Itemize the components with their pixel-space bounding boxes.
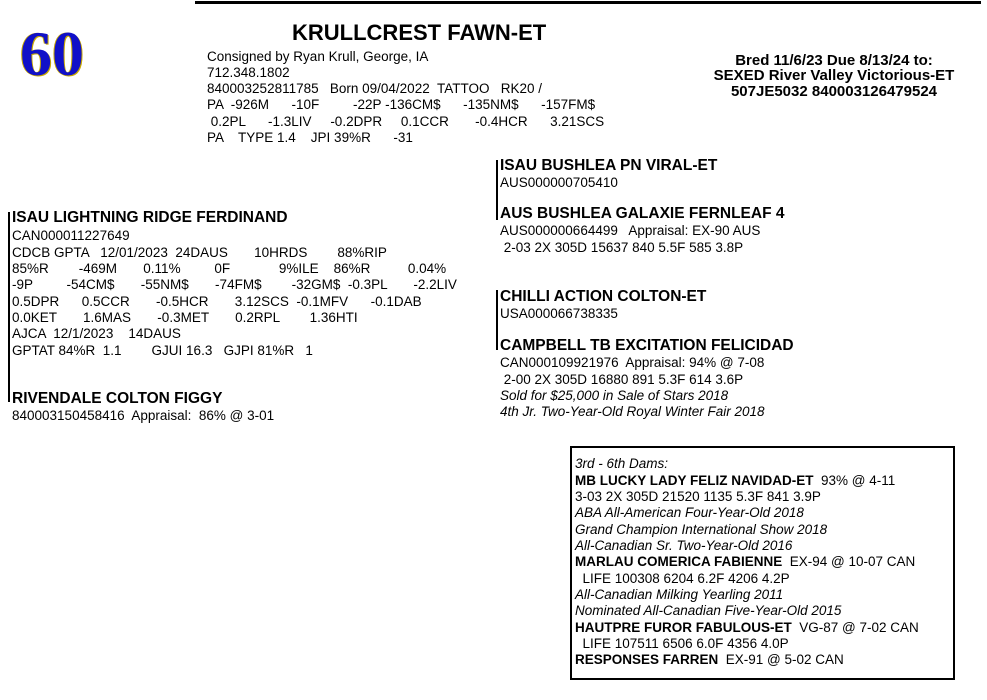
dam5-line [575,620,919,637]
dam5-record: LIFE 107511 6506 6.0F 4356 4.0P [575,636,789,651]
phone: 712.348.1802 [207,65,290,80]
sire-sire-name: ISAU BUSHLEA PN VIRAL-ET [500,157,718,174]
lot-number: 60 [20,18,84,89]
sire-line-5: 0.0KET 1.6MAS -0.3MET 0.2RPL 1.36HTI [12,310,358,325]
dam3-note-1: ABA All-American Four-Year-Old 2018 [575,505,804,520]
dam-sire-name: CHILLI ACTION COLTON-ET [500,288,707,305]
sire-dam-name: AUS BUSHLEA GALAXIE FERNLEAF 4 [500,205,785,222]
dam4-note-2: Nominated All-Canadian Five-Year-Old 2015 [575,603,842,618]
pedigree-bracket-dam [496,290,498,350]
dam6-name: RESPONSES FARREN [575,652,719,667]
pedigree-bracket-sire [496,160,498,220]
dam-reg: 840003150458416 Appraisal: 86% @ 3-01 [12,408,275,423]
dam5-name: HAUTPRE FUROR FABULOUS-ET [575,620,792,635]
pedigree-bracket-main [8,212,10,402]
dam-dam-note-1: Sold for $25,000 in Sale of Stars 2018 [500,388,729,403]
sire-line-3: -9P -54CM$ -55NM$ -74FM$ -32GM$ -0.3PL -2.2LIV [12,277,457,292]
dam-dam-record: 2-00 2X 305D 16880 891 5.3F 614 3.6P [500,372,744,387]
dam3-name: MB LUCKY LADY FELIZ NAVIDAD-ET [575,473,814,488]
dam6-score: EX-91 @ 5-02 CAN [718,652,844,667]
dams-heading: 3rd - 6th Dams: [575,456,669,471]
pa-line-2: 0.2PL -1.3LIV -0.2DPR 0.1CCR -0.4HCR 3.21SCS [207,114,605,129]
sire-line-7: GPTAT 84%R 1.1 GJUI 16.3 GJPI 81%R 1 [12,343,313,358]
dam-sire-reg: USA000066738335 [500,306,618,321]
id-line: 840003252811785 Born 09/04/2022 TATTOO RK20 / [207,81,542,96]
dam4-line [575,554,915,571]
dam6-line [575,652,844,669]
sire-sire-reg: AUS000000705410 [500,175,618,190]
dam5-score: VG-87 @ 7-02 CAN [791,620,919,635]
dam3-score: 93% @ 4-11 [813,473,896,488]
sire-name: ISAU LIGHTNING RIDGE FERDINAND [12,209,288,226]
sire-line-0: CAN000011227649 [12,228,130,243]
dam3-record: 3-03 2X 305D 21520 1135 5.3F 841 3.9P [575,489,821,504]
sire-line-4: 0.5DPR 0.5CCR -0.5HCR 3.12SCS -0.1MFV -0.1DAB [12,294,422,309]
sire-dam-reg: AUS000000664499 Appraisal: EX-90 AUS [500,223,761,238]
top-rule [195,1,981,4]
dam-name: RIVENDALE COLTON FIGGY [12,390,223,407]
bred-line-1: Bred 11/6/23 Due 8/13/24 to: [735,52,933,69]
dam-dam-reg: CAN000109921976 Appraisal: 94% @ 7-08 [500,355,765,370]
sire-line-1: CDCB GPTA 12/01/2023 24DAUS 10HRDS 88%RIP [12,245,387,260]
animal-title: KRULLCREST FAWN-ET [292,20,547,45]
dam4-record: LIFE 100308 6204 6.2F 4206 4.2P [575,571,790,586]
dam3-line [575,473,895,490]
dam3-note-3: All-Canadian Sr. Two-Year-Old 2016 [575,538,793,553]
bred-line-3: 507JE5032 840003126479524 [730,83,938,100]
dam4-note-1: All-Canadian Milking Yearling 2011 [575,587,784,602]
dam3-note-2: Grand Champion International Show 2018 [575,522,828,537]
sire-line-6: AJCA 12/1/2023 14DAUS [12,326,181,341]
sire-dam-record: 2-03 2X 305D 15637 840 5.5F 585 3.8P [500,240,744,255]
pa-line-1: PA -926M -10F -22P -136CM$ -135NM$ -157FM$ [207,97,596,112]
pa-line-3: PA TYPE 1.4 JPI 39%R -31 [207,130,413,145]
dam-dam-note-2: 4th Jr. Two-Year-Old Royal Winter Fair 2018 [500,404,765,419]
consignor: Consigned by Ryan Krull, George, IA [207,49,429,64]
dam4-name: MARLAU COMERICA FABIENNE [575,554,783,569]
sire-line-2: 85%R -469M 0.11% 0F 9%ILE 86%R 0.04% [12,261,447,276]
dam-dam-name: CAMPBELL TB EXCITATION FELICIDAD [500,337,794,354]
dam4-score: EX-94 @ 10-07 CAN [782,554,916,569]
bred-line-2: SEXED River Valley Victorious-ET [713,67,955,84]
